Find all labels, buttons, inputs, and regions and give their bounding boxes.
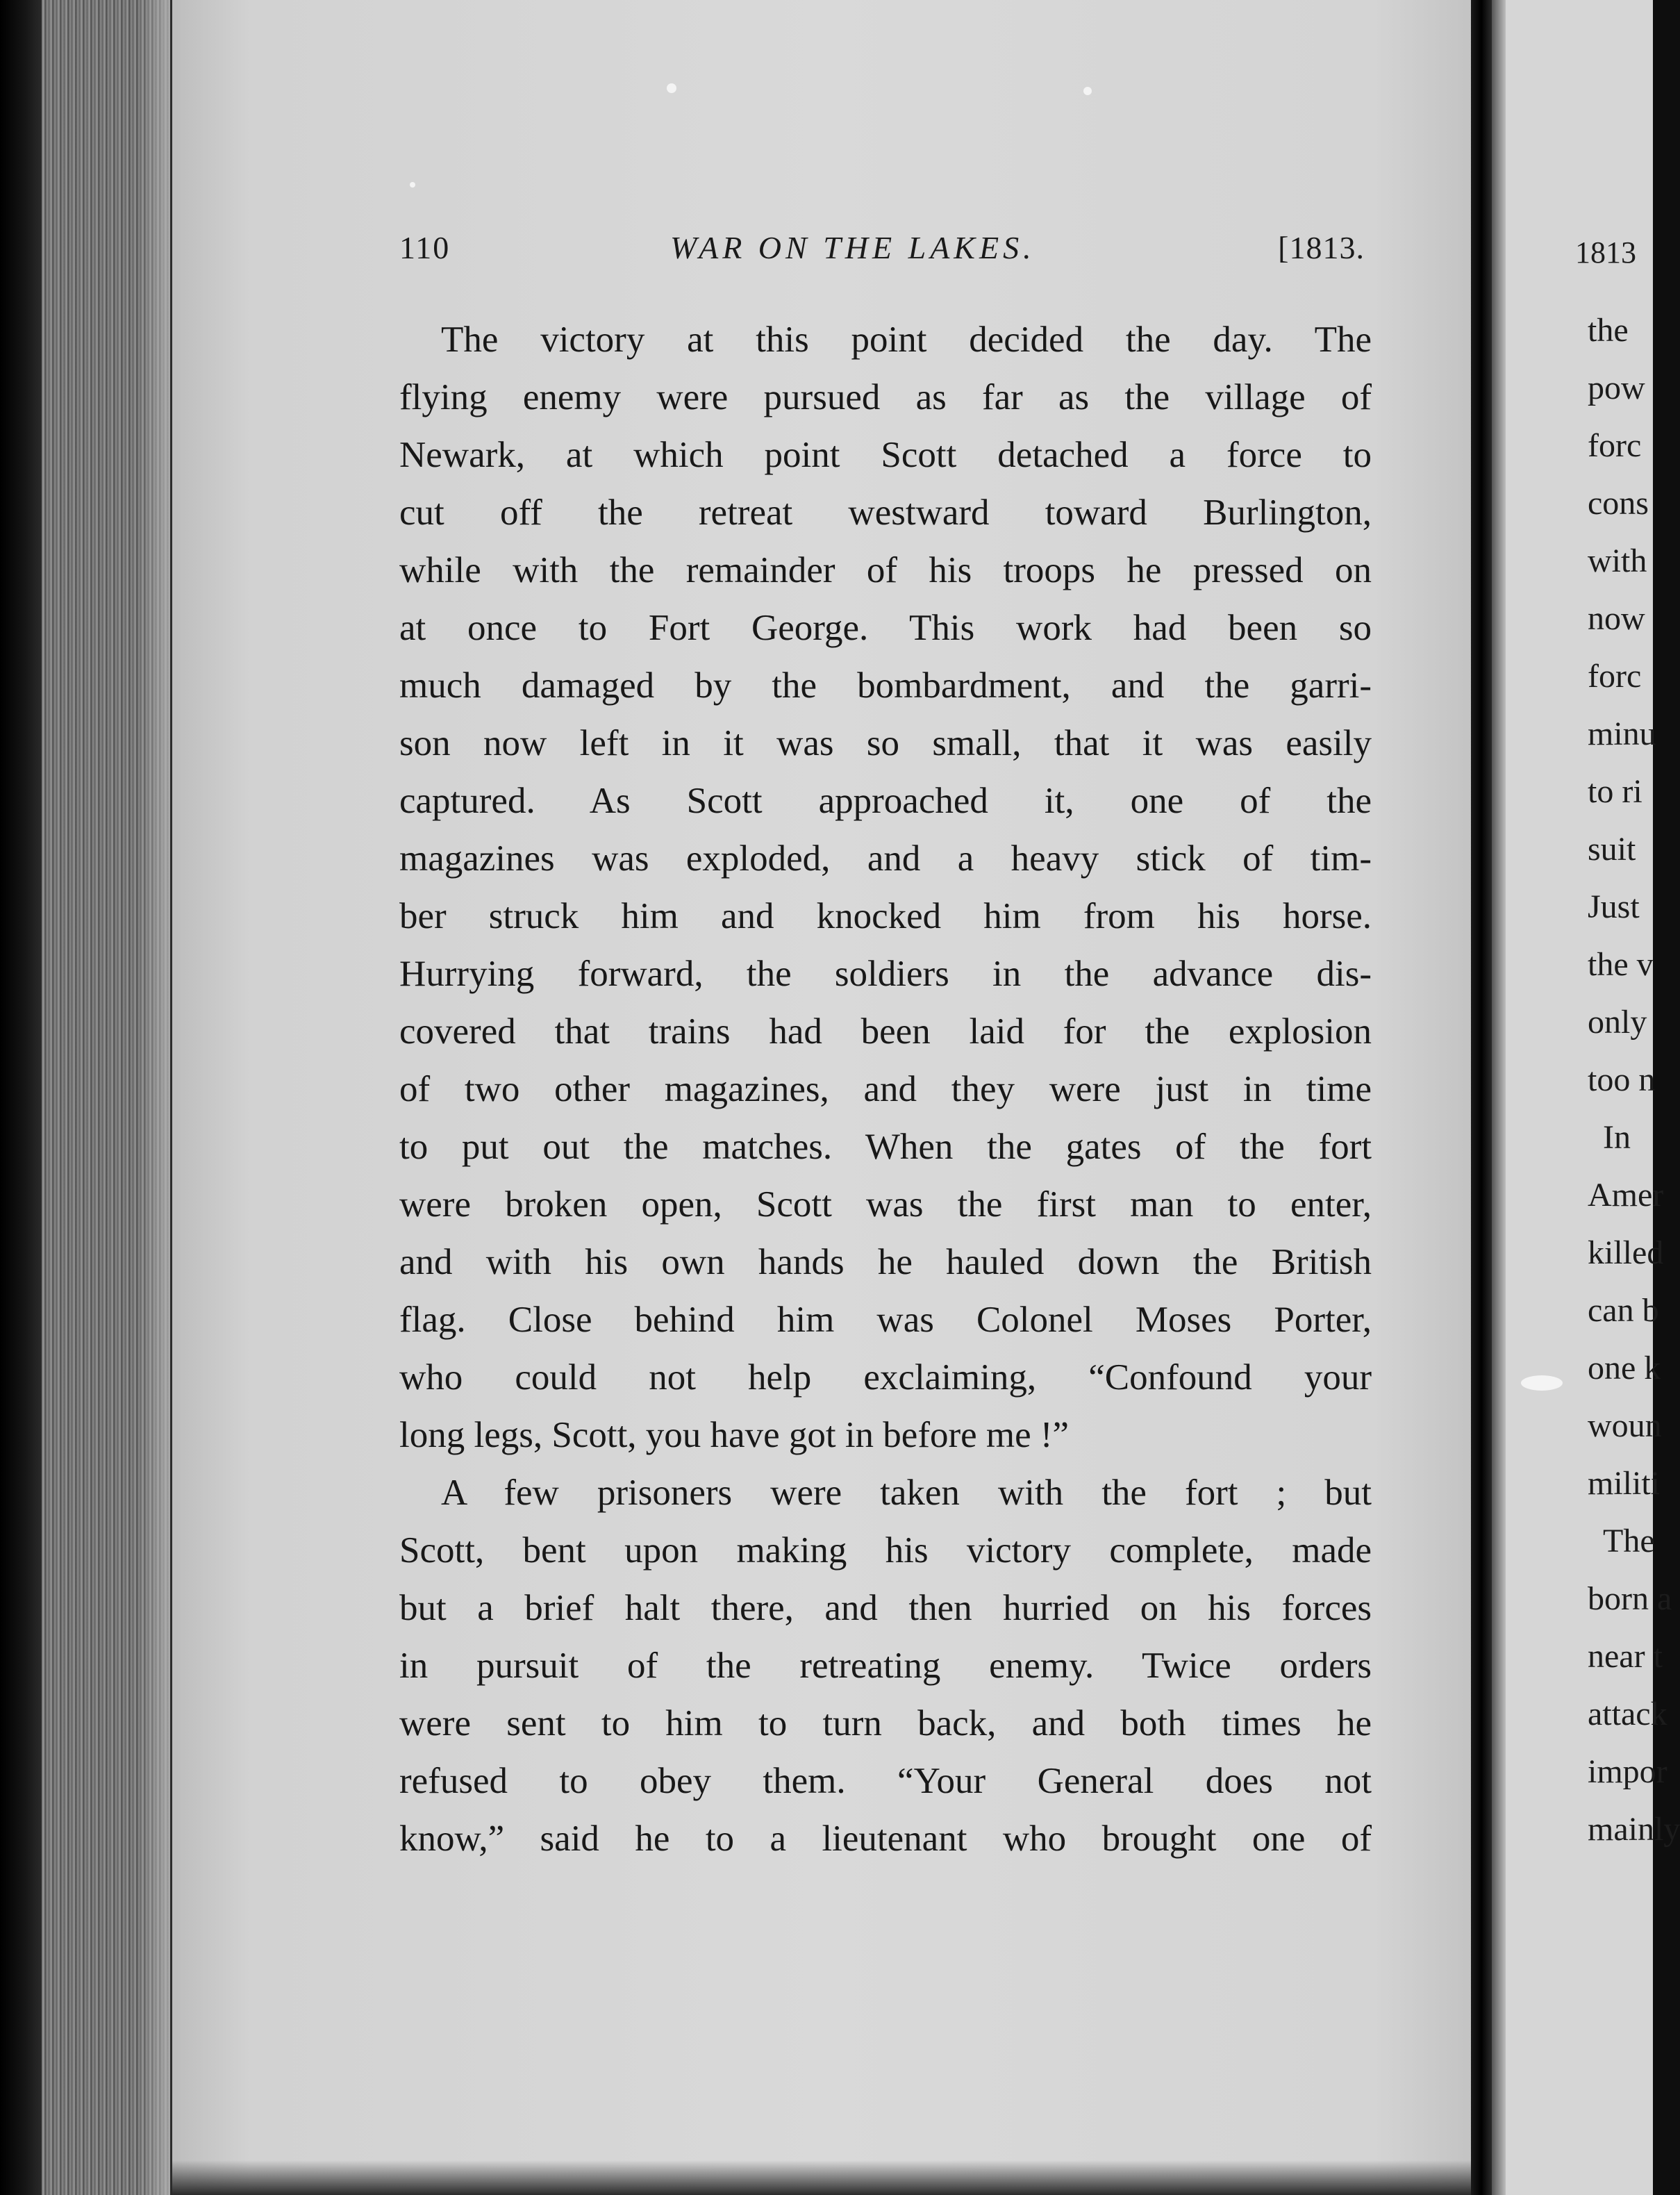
right-page-line: forc [1588, 427, 1642, 464]
body-line: Newark, at which point Scott detached a force to [399, 435, 1372, 475]
body-line: were broken open, Scott was the first man to enter, [399, 1184, 1372, 1225]
book-gutter [1471, 0, 1492, 2195]
body-line: son now left in it was so small, that it was easily [399, 723, 1372, 763]
right-page-line: attack [1588, 1696, 1667, 1732]
running-title: WAR ON THE LAKES. [670, 230, 1036, 265]
right-page-line: too n [1588, 1061, 1656, 1098]
body-line: much damaged by the bombardment, and the garri- [399, 665, 1372, 706]
right-page-line: only [1588, 1004, 1647, 1041]
book-spine [0, 0, 42, 2195]
dust-speck [410, 182, 415, 188]
gutter-shading [1492, 0, 1506, 2195]
right-page-line: In [1603, 1119, 1631, 1156]
page-bottom-shadow [170, 2160, 1476, 2195]
running-header [399, 229, 1365, 271]
body-line: ber struck him and knocked him from his horse. [399, 896, 1372, 936]
page-number: 110 [399, 230, 451, 265]
right-page-line: the [1588, 312, 1629, 349]
right-page-line: now [1588, 600, 1645, 637]
right-page-line: the v [1588, 946, 1654, 983]
right-page-header: 1813 [1575, 235, 1636, 270]
right-page-line: born a [1588, 1580, 1672, 1617]
body-line: but a brief halt there, and then hurried on his forces [399, 1588, 1372, 1628]
right-page-line: militi [1588, 1465, 1661, 1502]
right-page-line: Amer [1588, 1177, 1664, 1214]
right-page-line: killed [1588, 1234, 1664, 1271]
body-line: The victory at this point decided the day. The [441, 320, 1372, 360]
right-page-line: near t [1588, 1638, 1663, 1675]
right-page-line: Just [1588, 888, 1640, 925]
body-line: Scott, bent upon making his victory complete, made [399, 1530, 1372, 1571]
right-page-line: suit [1588, 831, 1636, 868]
body-line: who could not help exclaiming, “Confound your [399, 1357, 1372, 1398]
right-page-line: impor [1588, 1753, 1667, 1790]
right-page-line: woun [1588, 1407, 1662, 1444]
right-page-line: mainly [1588, 1811, 1680, 1848]
dust-speck [1083, 87, 1092, 95]
body-line: Hurrying forward, the soldiers in the advance dis- [399, 954, 1372, 994]
body-line: and with his own hands he hauled down the British [399, 1242, 1372, 1282]
body-line: were sent to him to turn back, and both times he [399, 1703, 1372, 1743]
body-line: while with the remainder of his troops he pressed on [399, 550, 1372, 590]
dust-speck [667, 83, 676, 93]
right-page-line: cons [1588, 485, 1649, 522]
dust-speck [1521, 1375, 1563, 1391]
right-page-line: to ri [1588, 773, 1642, 810]
right-page-line: one k [1588, 1350, 1661, 1386]
body-line: A few prisoners were taken with the fort ; but [441, 1473, 1372, 1513]
body-line: captured. As Scott approached it, one of the [399, 781, 1372, 821]
right-page-line: forc [1588, 658, 1642, 695]
right-page-line: with [1588, 542, 1647, 579]
right-page-line: can b [1588, 1292, 1659, 1329]
body-text [399, 311, 1372, 1868]
body-line: magazines was exploded, and a heavy stick of tim- [399, 838, 1372, 879]
right-page-line: pow [1588, 370, 1645, 406]
body-line: in pursuit of the retreating enemy. Twice orders [399, 1646, 1372, 1686]
header-year: [1813. [1278, 230, 1365, 265]
body-line: of two other magazines, and they were just in time [399, 1069, 1372, 1109]
body-line: at once to Fort George. This work had been so [399, 608, 1372, 648]
right-page-line: minu [1588, 715, 1656, 752]
body-line: flag. Close behind him was Colonel Moses Porter, [399, 1300, 1372, 1340]
body-line: flying enemy were pursued as far as the village of [399, 377, 1372, 417]
body-line: to put out the matches. When the gates of the fort [399, 1127, 1372, 1167]
body-line: know,” said he to a lieutenant who brought one of [399, 1819, 1372, 1859]
body-line: long legs, Scott, you have got in before me !” [399, 1415, 1070, 1455]
body-line: covered that trains had been laid for the explosion [399, 1011, 1372, 1052]
body-line: cut off the retreat westward toward Burlington, [399, 492, 1372, 533]
body-line: refused to obey them. “Your General does not [399, 1761, 1372, 1801]
right-page-line: The [1603, 1523, 1655, 1559]
right-page-fragment [1506, 0, 1680, 2195]
